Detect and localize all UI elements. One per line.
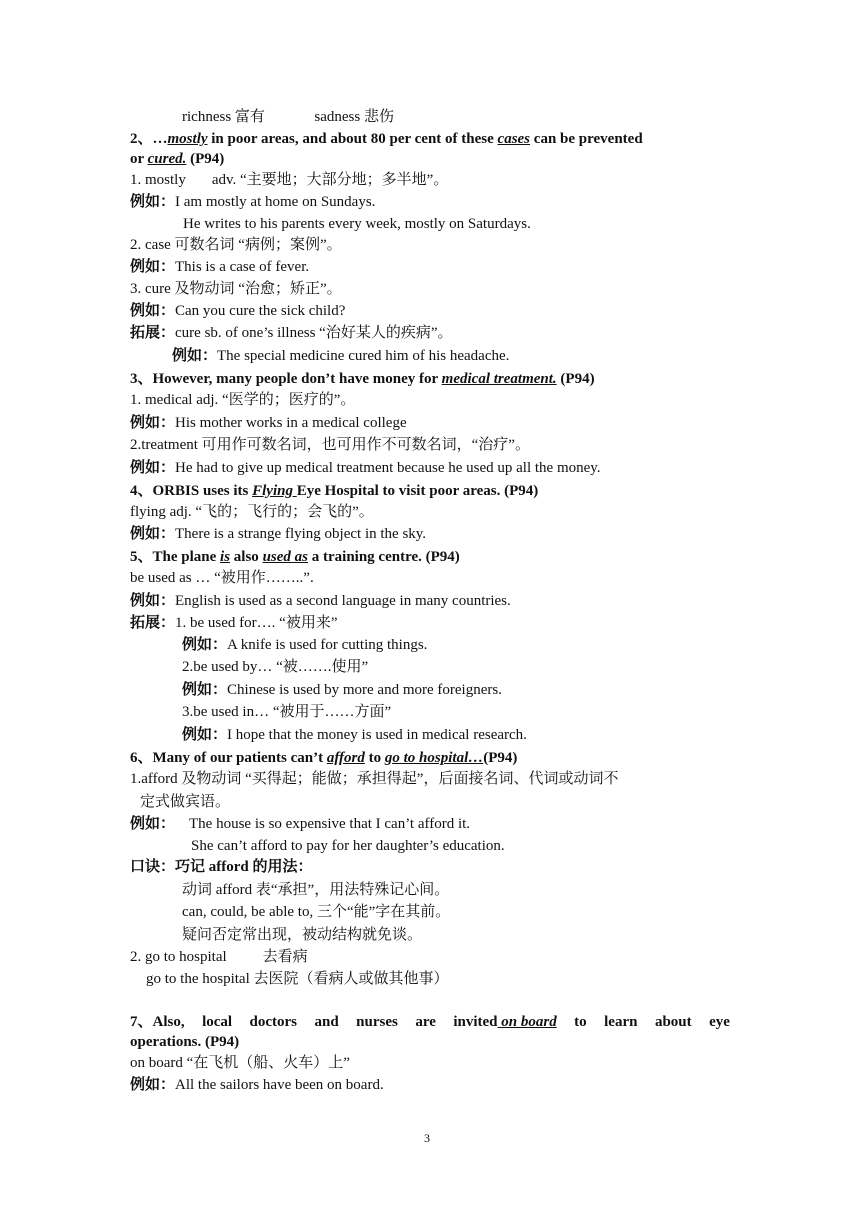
afford-definition: 1.afford 及物动词 “买得起；能做；承担得起”，后面接名词、代词或动词不 bbox=[130, 771, 619, 787]
extension-item: 3.be used in… “被用于……方面” bbox=[182, 704, 392, 720]
example-line: 例如：The special medicine cured him of his headache. bbox=[172, 348, 510, 364]
example-line: She can’t afford to pay for her daughter’s education. bbox=[191, 838, 505, 854]
vocab-line: richness 富有 sadness 悲伤 bbox=[182, 109, 394, 125]
section-5-heading: 5、The plane is also used as a training centre. (P94) bbox=[130, 549, 460, 565]
cure-definition: 3. cure 及物动词 “治愈；矫正”。 bbox=[130, 281, 342, 297]
medical-definition: 1. medical adj. “医学的；医疗的”。 bbox=[130, 392, 356, 408]
section-4-heading: 4、ORBIS uses its Flying Eye Hospital to visit poor areas. (P94) bbox=[130, 483, 539, 499]
mnemonic-line: 疑问否定常出现，被动结构就免谈。 bbox=[182, 927, 423, 943]
go-to-hospital-definition: 2. go to hospital 去看病 bbox=[130, 949, 308, 965]
example-line: 例如：I hope that the money is used in medical research. bbox=[182, 727, 527, 743]
mostly-definition: 1. mostly adv. “主要地；大部分地；多半地”。 bbox=[130, 172, 449, 188]
example-line: 例如：This is a case of fever. bbox=[130, 259, 310, 275]
extension-line: 拓展：cure sb. of one’s illness “治好某人的疾病”。 bbox=[130, 325, 453, 341]
section-3-heading: 3、However, many people don’t have money for medical treatment. (P94) bbox=[130, 371, 595, 387]
example-line: 例如：His mother works in a medical college bbox=[130, 415, 407, 431]
case-definition: 2. case 可数名词 “病例；案例”。 bbox=[130, 237, 342, 253]
section-2-heading-cont: or cured. (P94) bbox=[130, 151, 225, 167]
flying-definition: flying adj. “飞的；飞行的；会飞的”。 bbox=[130, 504, 374, 520]
example-line: 例如：I am mostly at home on Sundays. bbox=[130, 194, 376, 210]
example-line: 例如： The house is so expensive that I can’t afford it. bbox=[130, 816, 471, 832]
mnemonic-line: 动词 afford 表“承担”，用法特殊记心间。 bbox=[182, 882, 450, 898]
section-2-heading: 2、…mostly in poor areas, and about 80 per cent of these cases can be prevented bbox=[130, 131, 643, 147]
example-line: 例如：He had to give up medical treatment because he used up all the money. bbox=[130, 460, 601, 476]
section-7-heading-cont: operations. (P94) bbox=[130, 1034, 240, 1050]
mnemonic-line: can, could, be able to, 三个“能”字在其前。 bbox=[182, 904, 451, 920]
section-6-heading: 6、Many of our patients can’t afford to go to hospital…(P94) bbox=[130, 750, 518, 766]
example-line: He writes to his parents every week, mostly on Saturdays. bbox=[183, 216, 531, 232]
example-line: 例如：Chinese is used by more and more foreigners. bbox=[182, 682, 502, 698]
extension-item: 2.be used by… “被…….使用” bbox=[182, 659, 369, 675]
example-line: 例如：There is a strange flying object in the sky. bbox=[130, 526, 427, 542]
on-board-definition: on board “在飞机（船、火车）上” bbox=[130, 1055, 350, 1071]
example-line: 例如：Can you cure the sick child? bbox=[130, 303, 346, 319]
page-number: 3 bbox=[424, 1131, 430, 1145]
go-to-the-hospital-definition: go to the hospital 去医院（看病人或做其他事） bbox=[146, 971, 449, 987]
used-as-definition: be used as … “被用作……..”. bbox=[130, 570, 314, 586]
section-7-heading: 7、Also, local doctors and nurses are invited on board to learn about eye bbox=[130, 1014, 730, 1030]
example-line: 例如：All the sailors have been on board. bbox=[130, 1077, 384, 1093]
example-line: 例如：A knife is used for cutting things. bbox=[182, 637, 428, 653]
example-line: 例如：English is used as a second language in many countries. bbox=[130, 593, 511, 609]
treatment-definition: 2.treatment 可用作可数名词，也可用作不可数名词，“治疗”。 bbox=[130, 437, 530, 453]
afford-definition-cont: 定式做宾语。 bbox=[140, 794, 231, 810]
extension-line: 拓展：1. be used for…. “被用来” bbox=[130, 615, 338, 631]
mnemonic-heading: 口诀：巧记 afford 的用法： bbox=[130, 859, 313, 875]
